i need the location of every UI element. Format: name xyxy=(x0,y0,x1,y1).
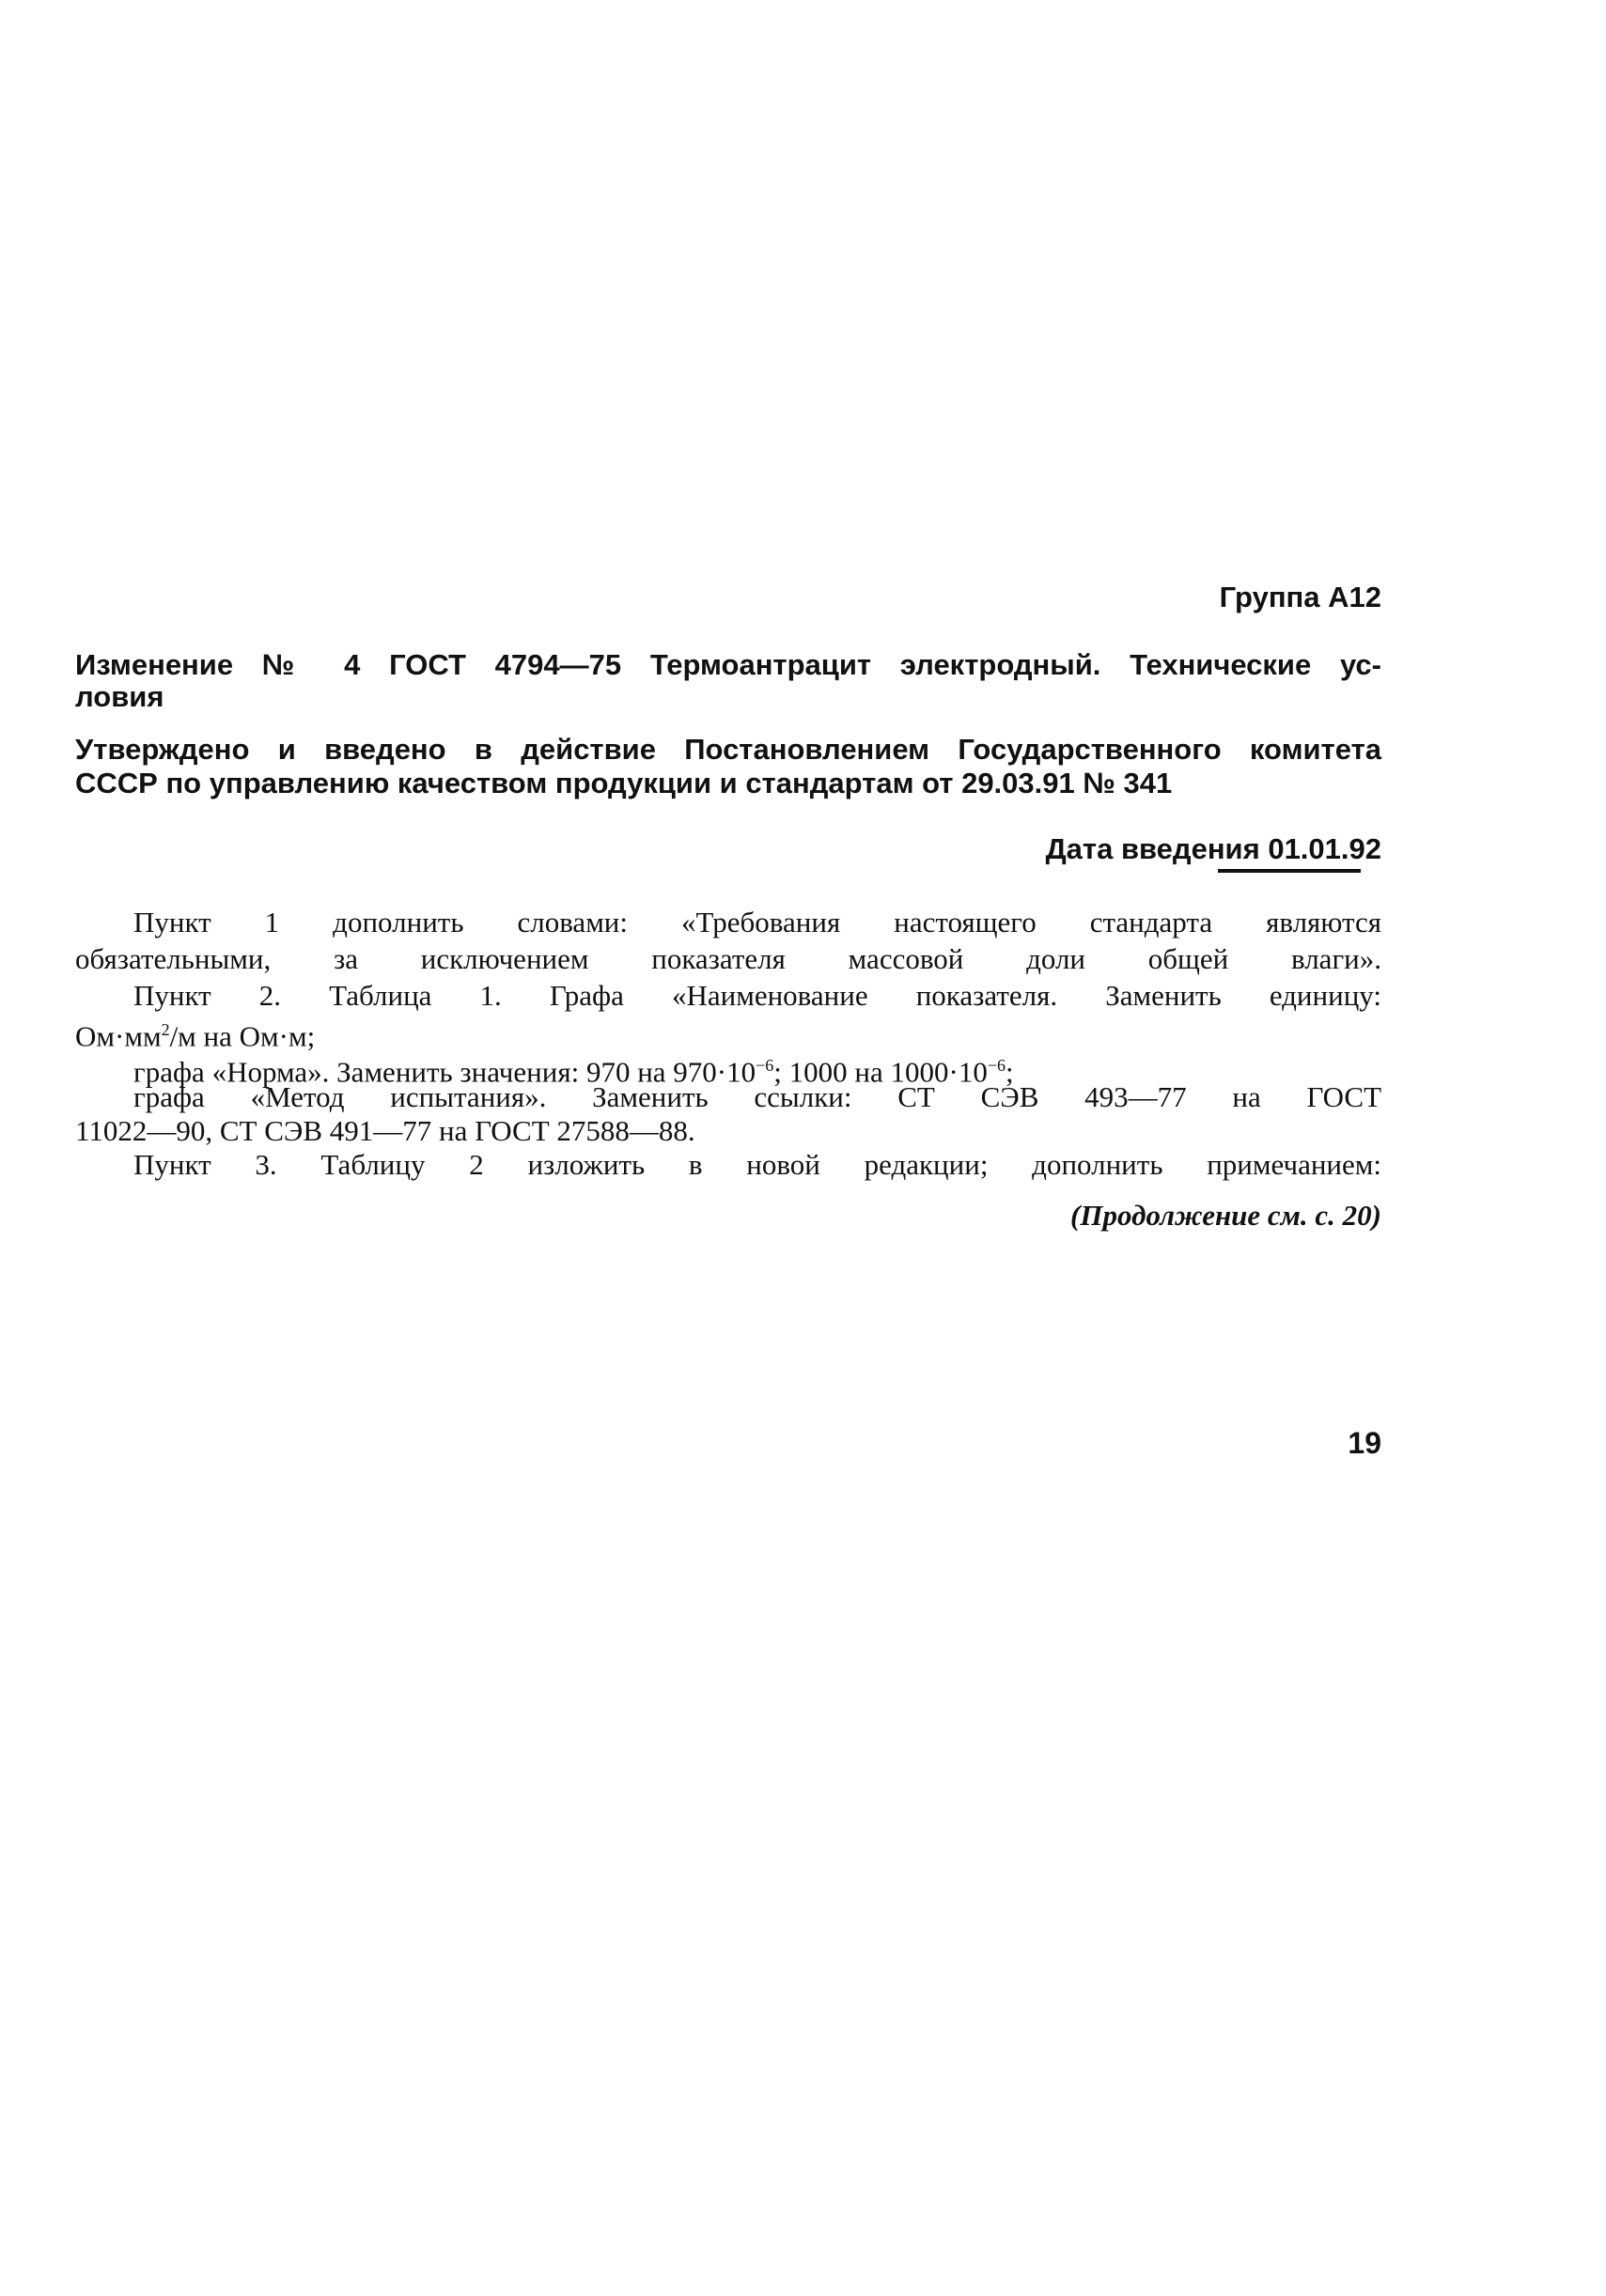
effective-date-value: 01.01.92 xyxy=(1268,832,1381,865)
superscript: −6 xyxy=(756,1056,774,1075)
paragraph-4-line-1: графа «Метод испытания». Заменить ссылки: СТ СЭВ 493—77 на ГОСТ xyxy=(133,1080,1381,1113)
effective-date-label: Дата введения xyxy=(1045,832,1260,865)
superscript: −6 xyxy=(987,1056,1006,1075)
unit-old: Ом·мм xyxy=(75,1019,162,1053)
group-label: Группа А12 xyxy=(1219,581,1381,613)
page-number: 19 xyxy=(1348,1426,1381,1460)
paragraph-2-line-1: Пункт 2. Таблица 1. Графа «Наименование показателя. Заменить единицу: xyxy=(133,979,1381,1012)
superscript: 2 xyxy=(161,1020,170,1039)
paragraph-5-line-1: Пункт 3. Таблицу 2 изложить в новой редакции; дополнить примечанием: xyxy=(133,1148,1381,1181)
approval-line-2: СССР по управлению качеством продукции и стандартам от 29.03.91 № 341 xyxy=(75,767,1173,799)
text: ; 1000 на 1000·10 xyxy=(773,1055,988,1089)
continuation-note: (Продолжение см. с. 20) xyxy=(1070,1199,1381,1232)
title-line-1: Изменение № 4 ГОСТ 4794—75 Термоантрацит электродный. Технические ус- xyxy=(75,648,1381,681)
paragraph-4-line-2: 11022—90, СТ СЭВ 491—77 на ГОСТ 27588—88. xyxy=(75,1114,695,1147)
effective-date xyxy=(75,832,1381,866)
paragraph-2-line-2 xyxy=(75,1013,1381,1053)
unit-new: /м на Ом·м; xyxy=(169,1019,316,1053)
approval-line-1: Утверждено и введено в действие Постановлением Государственного комитета xyxy=(75,733,1381,766)
paragraph-1-line-1: Пункт 1 дополнить словами: «Требования настоящего стандарта являются xyxy=(133,906,1381,939)
title-line-2: ловия xyxy=(75,680,164,713)
paragraph-1-line-2: обязательными, за исключением показателя массовой доли общей влаги». xyxy=(75,942,1381,975)
text: ; xyxy=(1005,1055,1014,1089)
text: графа «Норма». Заменить значения: 970 на 970·10 xyxy=(133,1055,756,1089)
date-underline xyxy=(1218,869,1361,873)
